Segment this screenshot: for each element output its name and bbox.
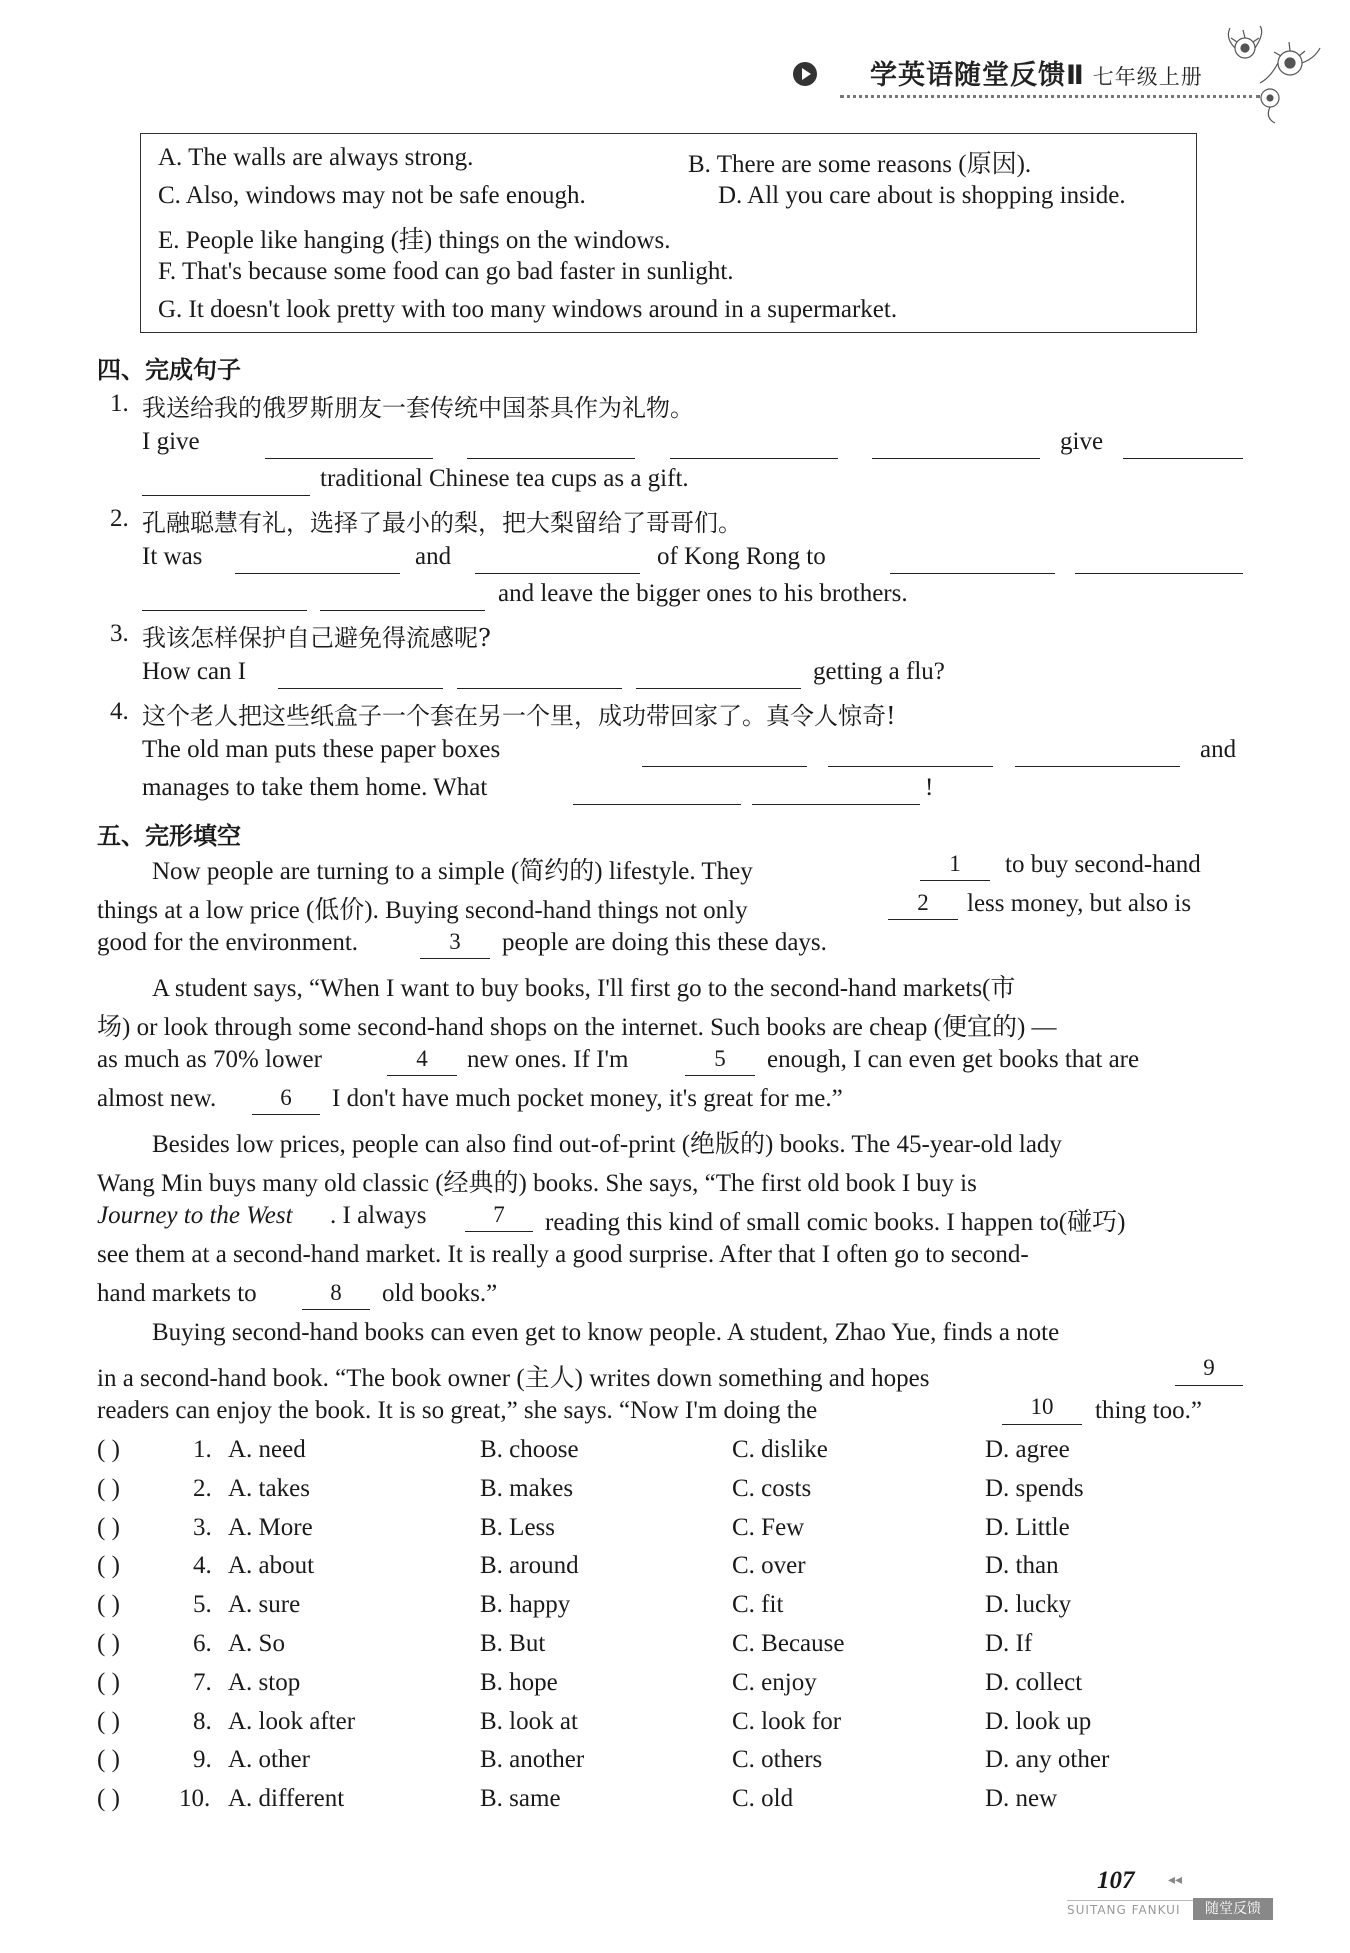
option-c: C. Also, windows may not be safe enough. <box>158 182 586 209</box>
sentence-text: It was <box>142 543 203 570</box>
passage-text: to buy second-hand <box>1005 851 1201 878</box>
cloze-blank[interactable] <box>920 880 990 881</box>
question-number: 2. <box>110 505 129 532</box>
choice-b[interactable]: B. same <box>480 1785 561 1812</box>
cloze-blank[interactable] <box>1002 1424 1082 1425</box>
passage-text: see them at a second-hand market. It is really a good surprise. After that I often go to second- <box>97 1241 1029 1268</box>
cloze-blank-number: 1 <box>949 851 961 876</box>
choice-c[interactable]: C. Few <box>732 1514 805 1541</box>
sentence-text: manages to take them home. What <box>142 774 488 801</box>
answer-blank[interactable] <box>475 573 640 574</box>
choice-a[interactable]: A. So <box>228 1630 285 1657</box>
passage-text: less money, but also is <box>967 890 1192 917</box>
question-prompt: 我该怎样保护自己避免得流感呢? <box>142 624 491 652</box>
passage-text: Besides low prices, people can also find out-of-print (绝版的) books. The 45-year-old lady <box>152 1131 1062 1158</box>
passage-text: Now people are turning to a simple (简约的) lifestyle. They <box>152 858 753 885</box>
answer-blank[interactable] <box>457 688 622 689</box>
sentence-text: and leave the bigger ones to his brothers. <box>498 580 908 607</box>
choice-number: 1. <box>193 1436 212 1463</box>
choice-c[interactable]: C. over <box>732 1552 806 1579</box>
answer-blank[interactable] <box>1123 458 1243 459</box>
answer-blank[interactable] <box>278 688 443 689</box>
answer-blank[interactable] <box>467 458 635 459</box>
book-title: 学英语随堂反馈Ⅱ 七年级上册 <box>870 60 1203 91</box>
choice-a[interactable]: A. More <box>228 1514 313 1541</box>
passage-text: readers can enjoy the book. It is so great,” she says. “Now I'm doing the <box>97 1397 818 1424</box>
question-number: 1. <box>110 390 129 417</box>
option-b: B. There are some reasons (原因). <box>688 151 1032 178</box>
cloze-blank-number: 10 <box>1030 1394 1054 1419</box>
passage-text: people are doing this these days. <box>502 929 827 956</box>
cloze-blank-number: 8 <box>330 1280 342 1305</box>
choice-c[interactable]: C. old <box>732 1785 794 1812</box>
answer-blank[interactable] <box>642 766 807 767</box>
header-divider <box>840 95 1260 98</box>
passage-text: in a second-hand book. “The book owner (主人) writes down something and hopes <box>97 1365 930 1392</box>
choice-number: 3. <box>193 1514 212 1541</box>
choice-b[interactable]: B. But <box>480 1630 546 1657</box>
answer-bracket[interactable]: ( ) <box>97 1475 120 1502</box>
option-g: G. It doesn't look pretty with too many windows around in a supermarket. <box>158 296 898 323</box>
cloze-blank[interactable] <box>685 1075 755 1076</box>
question-prompt: 这个老人把这些纸盒子一个套在另一个里，成功带回家了。真令人惊奇! <box>142 702 896 730</box>
cloze-blank[interactable] <box>302 1309 370 1310</box>
passage-text: I don't have much pocket money, it's great for me.” <box>332 1085 843 1112</box>
choice-a[interactable]: A. about <box>228 1552 315 1579</box>
answer-blank[interactable] <box>1075 573 1243 574</box>
answer-blank[interactable] <box>872 458 1040 459</box>
choice-number: 6. <box>193 1630 212 1657</box>
sentence-text: The old man puts these paper boxes <box>142 736 501 763</box>
answer-blank[interactable] <box>265 458 433 459</box>
answer-blank[interactable] <box>828 766 993 767</box>
choice-d[interactable]: D. If <box>985 1630 1033 1657</box>
choice-a[interactable]: A. takes <box>228 1475 310 1502</box>
answer-blank[interactable] <box>142 610 307 611</box>
choice-number: 4. <box>193 1552 212 1579</box>
passage-text: Buying second-hand books can even get to know people. A student, Zhao Yue, finds a note <box>152 1319 1060 1346</box>
answer-blank[interactable] <box>890 573 1055 574</box>
passage-text: thing too.” <box>1095 1397 1202 1424</box>
choice-a[interactable]: A. different <box>228 1785 345 1812</box>
passage-text: enough, I can even get books that are <box>767 1046 1140 1073</box>
book-title-italic: Journey to the West <box>97 1202 293 1229</box>
cloze-blank-number: 2 <box>917 890 929 915</box>
choice-c[interactable]: C. dislike <box>732 1436 828 1463</box>
choice-a[interactable]: A. stop <box>228 1669 301 1696</box>
passage-text: reading this kind of small comic books. I happen to(碰巧) <box>545 1209 1126 1236</box>
choice-b[interactable]: B. look at <box>480 1708 578 1735</box>
footer-brand-cn: 随堂反馈 <box>1193 1898 1273 1920</box>
choice-d[interactable]: D. than <box>985 1552 1059 1579</box>
choice-b[interactable]: B. Less <box>480 1514 555 1541</box>
answer-blank[interactable] <box>573 804 741 805</box>
answer-blank[interactable] <box>320 610 485 611</box>
choice-c[interactable]: C. fit <box>732 1591 784 1618</box>
choice-c[interactable]: C. enjoy <box>732 1669 817 1696</box>
cloze-blank-number: 9 <box>1203 1355 1215 1380</box>
choice-a[interactable]: A. look after <box>228 1708 356 1735</box>
choice-a[interactable]: A. need <box>228 1436 306 1463</box>
passage-text: good for the environment. <box>97 929 359 956</box>
cloze-blank[interactable] <box>888 919 958 920</box>
choice-b[interactable]: B. around <box>480 1552 579 1579</box>
cloze-blank-number: 5 <box>714 1046 726 1071</box>
choice-d[interactable]: D. any other <box>985 1746 1110 1773</box>
answer-blank[interactable] <box>142 495 310 496</box>
question-number: 4. <box>110 698 129 725</box>
choice-a[interactable]: A. sure <box>228 1591 301 1618</box>
passage-text: things at a low price (低价). Buying second-hand things not only <box>97 897 748 924</box>
answer-bracket[interactable]: ( ) <box>97 1436 120 1463</box>
cloze-blank[interactable] <box>1175 1385 1243 1386</box>
answer-bracket[interactable]: ( ) <box>97 1708 120 1735</box>
play-icon <box>793 62 817 86</box>
choice-number: 7. <box>193 1669 212 1696</box>
choice-b[interactable]: B. happy <box>480 1591 571 1618</box>
answer-bracket[interactable]: ( ) <box>97 1746 120 1773</box>
page-number: 107 <box>1097 1867 1135 1894</box>
sentence-text: ! <box>925 774 934 801</box>
choice-number: 5. <box>193 1591 212 1618</box>
passage-text: new ones. If I'm <box>467 1046 629 1073</box>
option-f: F. That's because some food can go bad faster in sunlight. <box>158 258 734 285</box>
question-prompt: 我送给我的俄罗斯朋友一套传统中国茶具作为礼物。 <box>142 394 694 422</box>
cloze-blank[interactable] <box>465 1231 533 1232</box>
choice-c[interactable]: C. Because <box>732 1630 845 1657</box>
sentence-text: and <box>415 543 452 570</box>
choice-d[interactable]: D. lucky <box>985 1591 1072 1618</box>
answer-bracket[interactable]: ( ) <box>97 1552 120 1579</box>
sentence-text: How can I <box>142 658 247 685</box>
question-prompt: 孔融聪慧有礼，选择了最小的梨，把大梨留给了哥哥们。 <box>142 509 742 537</box>
choice-c[interactable]: C. others <box>732 1746 823 1773</box>
book-subtitle: 七年级上册 <box>1092 65 1203 89</box>
choice-c[interactable]: C. costs <box>732 1475 812 1502</box>
answer-bracket[interactable]: ( ) <box>97 1669 120 1696</box>
choice-b[interactable]: B. makes <box>480 1475 574 1502</box>
cloze-blank[interactable] <box>387 1075 457 1076</box>
choice-b[interactable]: B. another <box>480 1746 585 1773</box>
passage-text: 场) or look through some second-hand shops on the internet. Such books are cheap (便宜的) — <box>97 1014 1057 1041</box>
choice-d[interactable]: D. new <box>985 1785 1058 1812</box>
sentence-text: of Kong Rong to <box>657 543 826 570</box>
arrow-icon: ◂◂ <box>1168 1873 1183 1888</box>
cloze-blank-number: 6 <box>280 1085 292 1110</box>
passage-text: old books.” <box>382 1280 498 1307</box>
choice-number: 2. <box>193 1475 212 1502</box>
sentence-text: traditional Chinese tea cups as a gift. <box>320 465 689 492</box>
answer-bracket[interactable]: ( ) <box>97 1785 120 1812</box>
answer-bracket[interactable]: ( ) <box>97 1514 120 1541</box>
choice-d[interactable]: D. look up <box>985 1708 1092 1735</box>
cloze-blank-number: 3 <box>449 929 461 954</box>
section-4-heading: 四、完成句子 <box>97 356 241 384</box>
sentence-text: getting a flu? <box>813 658 945 685</box>
options-box <box>140 133 1197 333</box>
footer-brand-en: SUITANG FANKUI <box>1067 1903 1181 1917</box>
answer-blank[interactable] <box>752 804 920 805</box>
sentence-text: I give <box>142 428 200 455</box>
sentence-text: give <box>1060 428 1104 455</box>
choice-c[interactable]: C. look for <box>732 1708 842 1735</box>
choice-d[interactable]: D. agree <box>985 1436 1070 1463</box>
passage-text: Wang Min buys many old classic (经典的) books. She says, “The first old book I buy is <box>97 1170 977 1197</box>
cloze-blank-number: 4 <box>416 1046 428 1071</box>
passage-text: as much as 70% lower <box>97 1046 322 1073</box>
choice-b[interactable]: B. choose <box>480 1436 579 1463</box>
choice-b[interactable]: B. hope <box>480 1669 558 1696</box>
choice-d[interactable]: D. Little <box>985 1514 1070 1541</box>
option-a: A. The walls are always strong. <box>158 144 474 171</box>
passage-text: . I always <box>330 1202 427 1229</box>
choice-a[interactable]: A. other <box>228 1746 310 1773</box>
choice-number: 9. <box>193 1746 212 1773</box>
choice-number: 10. <box>179 1785 211 1812</box>
answer-blank[interactable] <box>1015 766 1180 767</box>
choice-d[interactable]: D. collect <box>985 1669 1083 1696</box>
cloze-blank-number: 7 <box>493 1202 505 1227</box>
cloze-blank[interactable] <box>420 958 490 959</box>
passage-text: A student says, “When I want to buy books, I'll first go to the second-hand markets(市 <box>152 975 1016 1002</box>
choice-number: 8. <box>193 1708 212 1735</box>
answer-bracket[interactable]: ( ) <box>97 1630 120 1657</box>
cloze-blank[interactable] <box>252 1114 320 1115</box>
answer-bracket[interactable]: ( ) <box>97 1591 120 1618</box>
passage-text: hand markets to <box>97 1280 257 1307</box>
option-e: E. People like hanging (挂) things on the windows. <box>158 227 671 254</box>
choice-d[interactable]: D. spends <box>985 1475 1084 1502</box>
flower-decoration-icon <box>1215 18 1325 128</box>
answer-blank[interactable] <box>636 688 801 689</box>
answer-blank[interactable] <box>235 573 400 574</box>
answer-blank[interactable] <box>670 458 838 459</box>
sentence-text: and <box>1200 736 1237 763</box>
section-5-heading: 五、完形填空 <box>97 822 241 850</box>
question-number: 3. <box>110 620 129 647</box>
passage-text: almost new. <box>97 1085 217 1112</box>
footer-divider <box>1067 1900 1193 1901</box>
option-d: D. All you care about is shopping inside. <box>718 182 1126 209</box>
